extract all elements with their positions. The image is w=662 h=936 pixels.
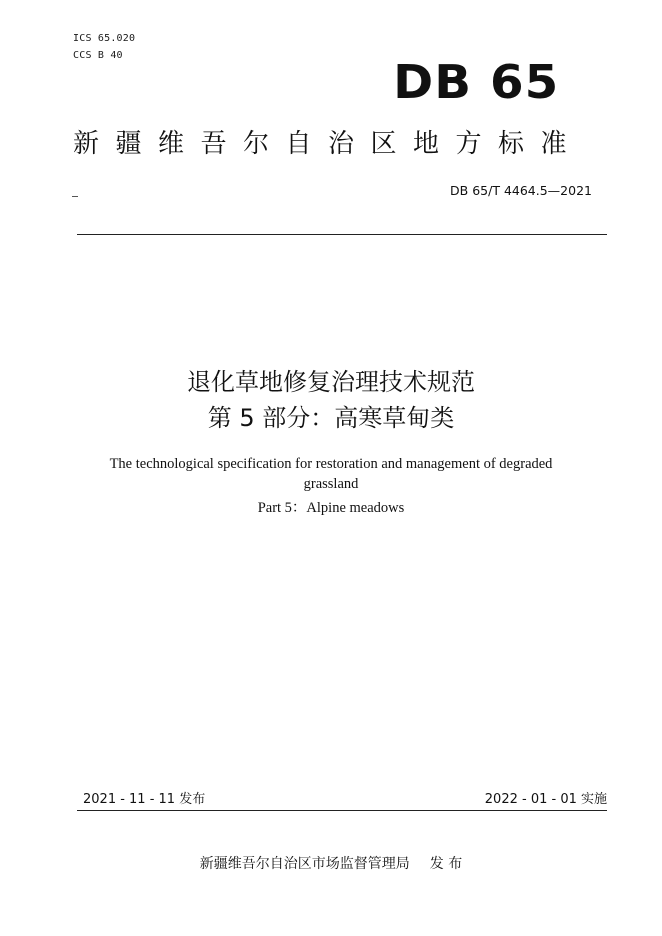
db65-logo: DB 65 xyxy=(392,55,559,109)
publisher-line xyxy=(0,853,662,873)
top-divider xyxy=(77,234,607,235)
standard-number: DB 65/T 4464.5—2021 xyxy=(450,183,592,198)
implementation-date: 2022 - 01 - 01 实施 xyxy=(484,792,607,807)
publish-label: 发 布 xyxy=(429,856,463,872)
ics-code: ICS 65.020 xyxy=(73,33,136,44)
issue-date: 2021 - 11 - 11 发布 xyxy=(83,792,206,807)
ccs-code: CCS B 40 xyxy=(73,50,123,61)
chinese-title-line-2: 第 5 部分：高寒草甸类 xyxy=(207,404,455,432)
publisher-name: 新疆维吾尔自治区市场监督管理局 xyxy=(199,856,410,872)
org-standard-title: 新疆维吾尔自治区地方标准 xyxy=(73,129,584,159)
bottom-divider xyxy=(77,810,607,811)
chinese-title-line-1: 退化草地修复治理技术规范 xyxy=(187,368,475,396)
english-title-line-1: The technological specification for restoration and management of degraded xyxy=(109,456,553,472)
scan-mark xyxy=(72,196,78,197)
english-title-line-2: grassland xyxy=(303,476,359,492)
english-title-line-3: Part 5：Alpine meadows xyxy=(257,500,405,516)
